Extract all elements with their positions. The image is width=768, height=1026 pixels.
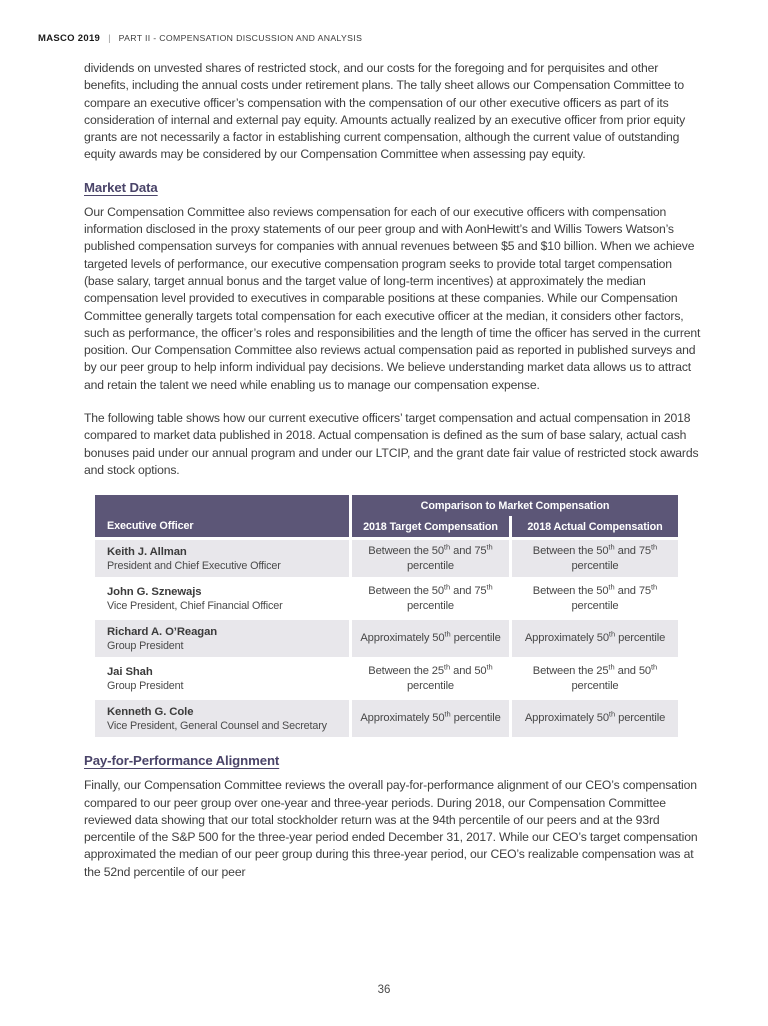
officer-cell	[95, 540, 349, 577]
section-heading-pay-for-performance: Pay-for-Performance Alignment	[84, 753, 280, 769]
header-separator: |	[108, 33, 111, 44]
officer-title: President and Chief Executive Officer	[107, 559, 281, 572]
officer-name: Richard A. O’Reagan	[107, 625, 218, 638]
officer-cell	[95, 580, 349, 617]
target-compensation-cell: Between the 50th and 75th percentile	[352, 540, 509, 577]
target-compensation-cell: Between the 25th and 50th percentile	[352, 660, 509, 697]
table-row	[95, 660, 678, 697]
officer-title: Vice President, General Counsel and Secretary	[107, 719, 327, 732]
officer-name: Jai Shah	[107, 665, 153, 678]
table-group-header: Comparison to Market Compensation	[420, 499, 610, 512]
table-subheader-row	[352, 516, 678, 537]
officer-name: John G. Sznewajs	[107, 585, 202, 598]
table-header	[95, 495, 678, 537]
section-heading-market-data: Market Data	[84, 179, 158, 195]
officer-cell	[95, 660, 349, 697]
table-group-header-band	[352, 495, 678, 537]
table-row	[95, 620, 678, 657]
column-header-executive-officer	[95, 495, 349, 537]
paragraph-market-data: Our Compensation Committee also reviews compensation for each of our executive officers with compensation information disclosed in the proxy statements of our peer group and with AonHewitt’s and Willis Towers Watson’s published compensation surveys for companies with annual revenues between $5 and $10 billion. When we achieve targeted levels of performance, our executive compensation program seeks to provide total target compensation (base salary, target annual bonus and the target value of long-term incentives) at approximately the median compensation level provided to executives in comparable positions at these companies. While our Compensation Committee generally targets total compensation for each executive officer at the median, it considers other factors, such as performance, the officer’s roles and responsibilities and the length of time the officer has served in the current position. Our Compensation Committee also reviews actual compensation paid as reported in published surveys and by our peer group to help inform individual pay decisions. We believe understanding market data allows us to attract and retain the talent we need while enabling us to manage our compensation expense.	[84, 204, 701, 392]
officer-title: Group President	[107, 639, 184, 652]
header-section-title: PART II - COMPENSATION DISCUSSION AND ANALYSIS	[118, 33, 363, 43]
officer-title: Vice President, Chief Financial Officer	[107, 599, 283, 612]
officer-name: Kenneth G. Cole	[107, 705, 194, 718]
actual-compensation-cell: Between the 50th and 75th percentile	[512, 580, 678, 617]
page-header	[38, 33, 768, 44]
page-number: 36	[377, 984, 391, 996]
paragraph-tally-sheet: dividends on unvested shares of restricted stock, and our costs for the foregoing and for perquisites and other benefits, including the annual costs under retirement plans. The tally sheet allows our Compensation Committee to compare an executive officer’s compensation with the compensation of our other executive officers as part of its consideration of internal and external pay equity. Amounts actually realized by an executive officer from prior equity grants are not necessarily a factor in establishing current compensation, although the current value of outstanding equity awards may be considered by our Compensation Committee when assessing pay equity.	[84, 61, 686, 162]
brand-text: MASCO 2019	[38, 33, 101, 44]
target-compensation-cell: Approximately 50th percentile	[352, 700, 509, 737]
column-header-label: Executive Officer	[107, 520, 194, 533]
officer-cell	[95, 700, 349, 737]
target-compensation-cell: Approximately 50th percentile	[352, 620, 509, 657]
officer-cell	[95, 620, 349, 657]
actual-compensation-cell: Approximately 50th percentile	[512, 620, 678, 657]
column-header-target-compensation: 2018 Target Compensation	[363, 520, 498, 533]
officer-name: Keith J. Allman	[107, 545, 187, 558]
table-body	[95, 540, 678, 737]
table-row	[95, 540, 678, 577]
column-header-actual-compensation: 2018 Actual Compensation	[527, 520, 663, 533]
comparison-table	[95, 495, 678, 737]
paragraph-table-intro: The following table shows how our current executive officers’ target compensation and actual compensation in 2018 compared to market data published in 2018. Actual compensation is defined as the sum of base salary, actual cash bonuses paid under our annual program and under our LTCIP, and the grant date fair value of restricted stock awards and stock options.	[84, 411, 699, 477]
actual-compensation-cell: Approximately 50th percentile	[512, 700, 678, 737]
target-compensation-cell: Between the 50th and 75th percentile	[352, 580, 509, 617]
officer-title: Group President	[107, 679, 184, 692]
page-content	[84, 60, 704, 881]
table-row	[95, 580, 678, 617]
actual-compensation-cell: Between the 25th and 50th percentile	[512, 660, 678, 697]
table-row	[95, 700, 678, 737]
actual-compensation-cell: Between the 50th and 75th percentile	[512, 540, 678, 577]
paragraph-pay-for-performance: Finally, our Compensation Committee reviews the overall pay-for-performance alignment of our CEO’s compensation compared to our peer group over one-year and three-year periods. During 2018, our Compensation Committee reviewed data showing that our total stockholder return was at the 94th percentile of our peers and at the 93rd percentile of the S&P 500 for the three-year period ended December 31, 2017. While our CEO’s target compensation approximated the median of our peer group during this three-year period, our CEO’s realizable compensation was at the 52nd percentile of our peer	[84, 778, 698, 879]
